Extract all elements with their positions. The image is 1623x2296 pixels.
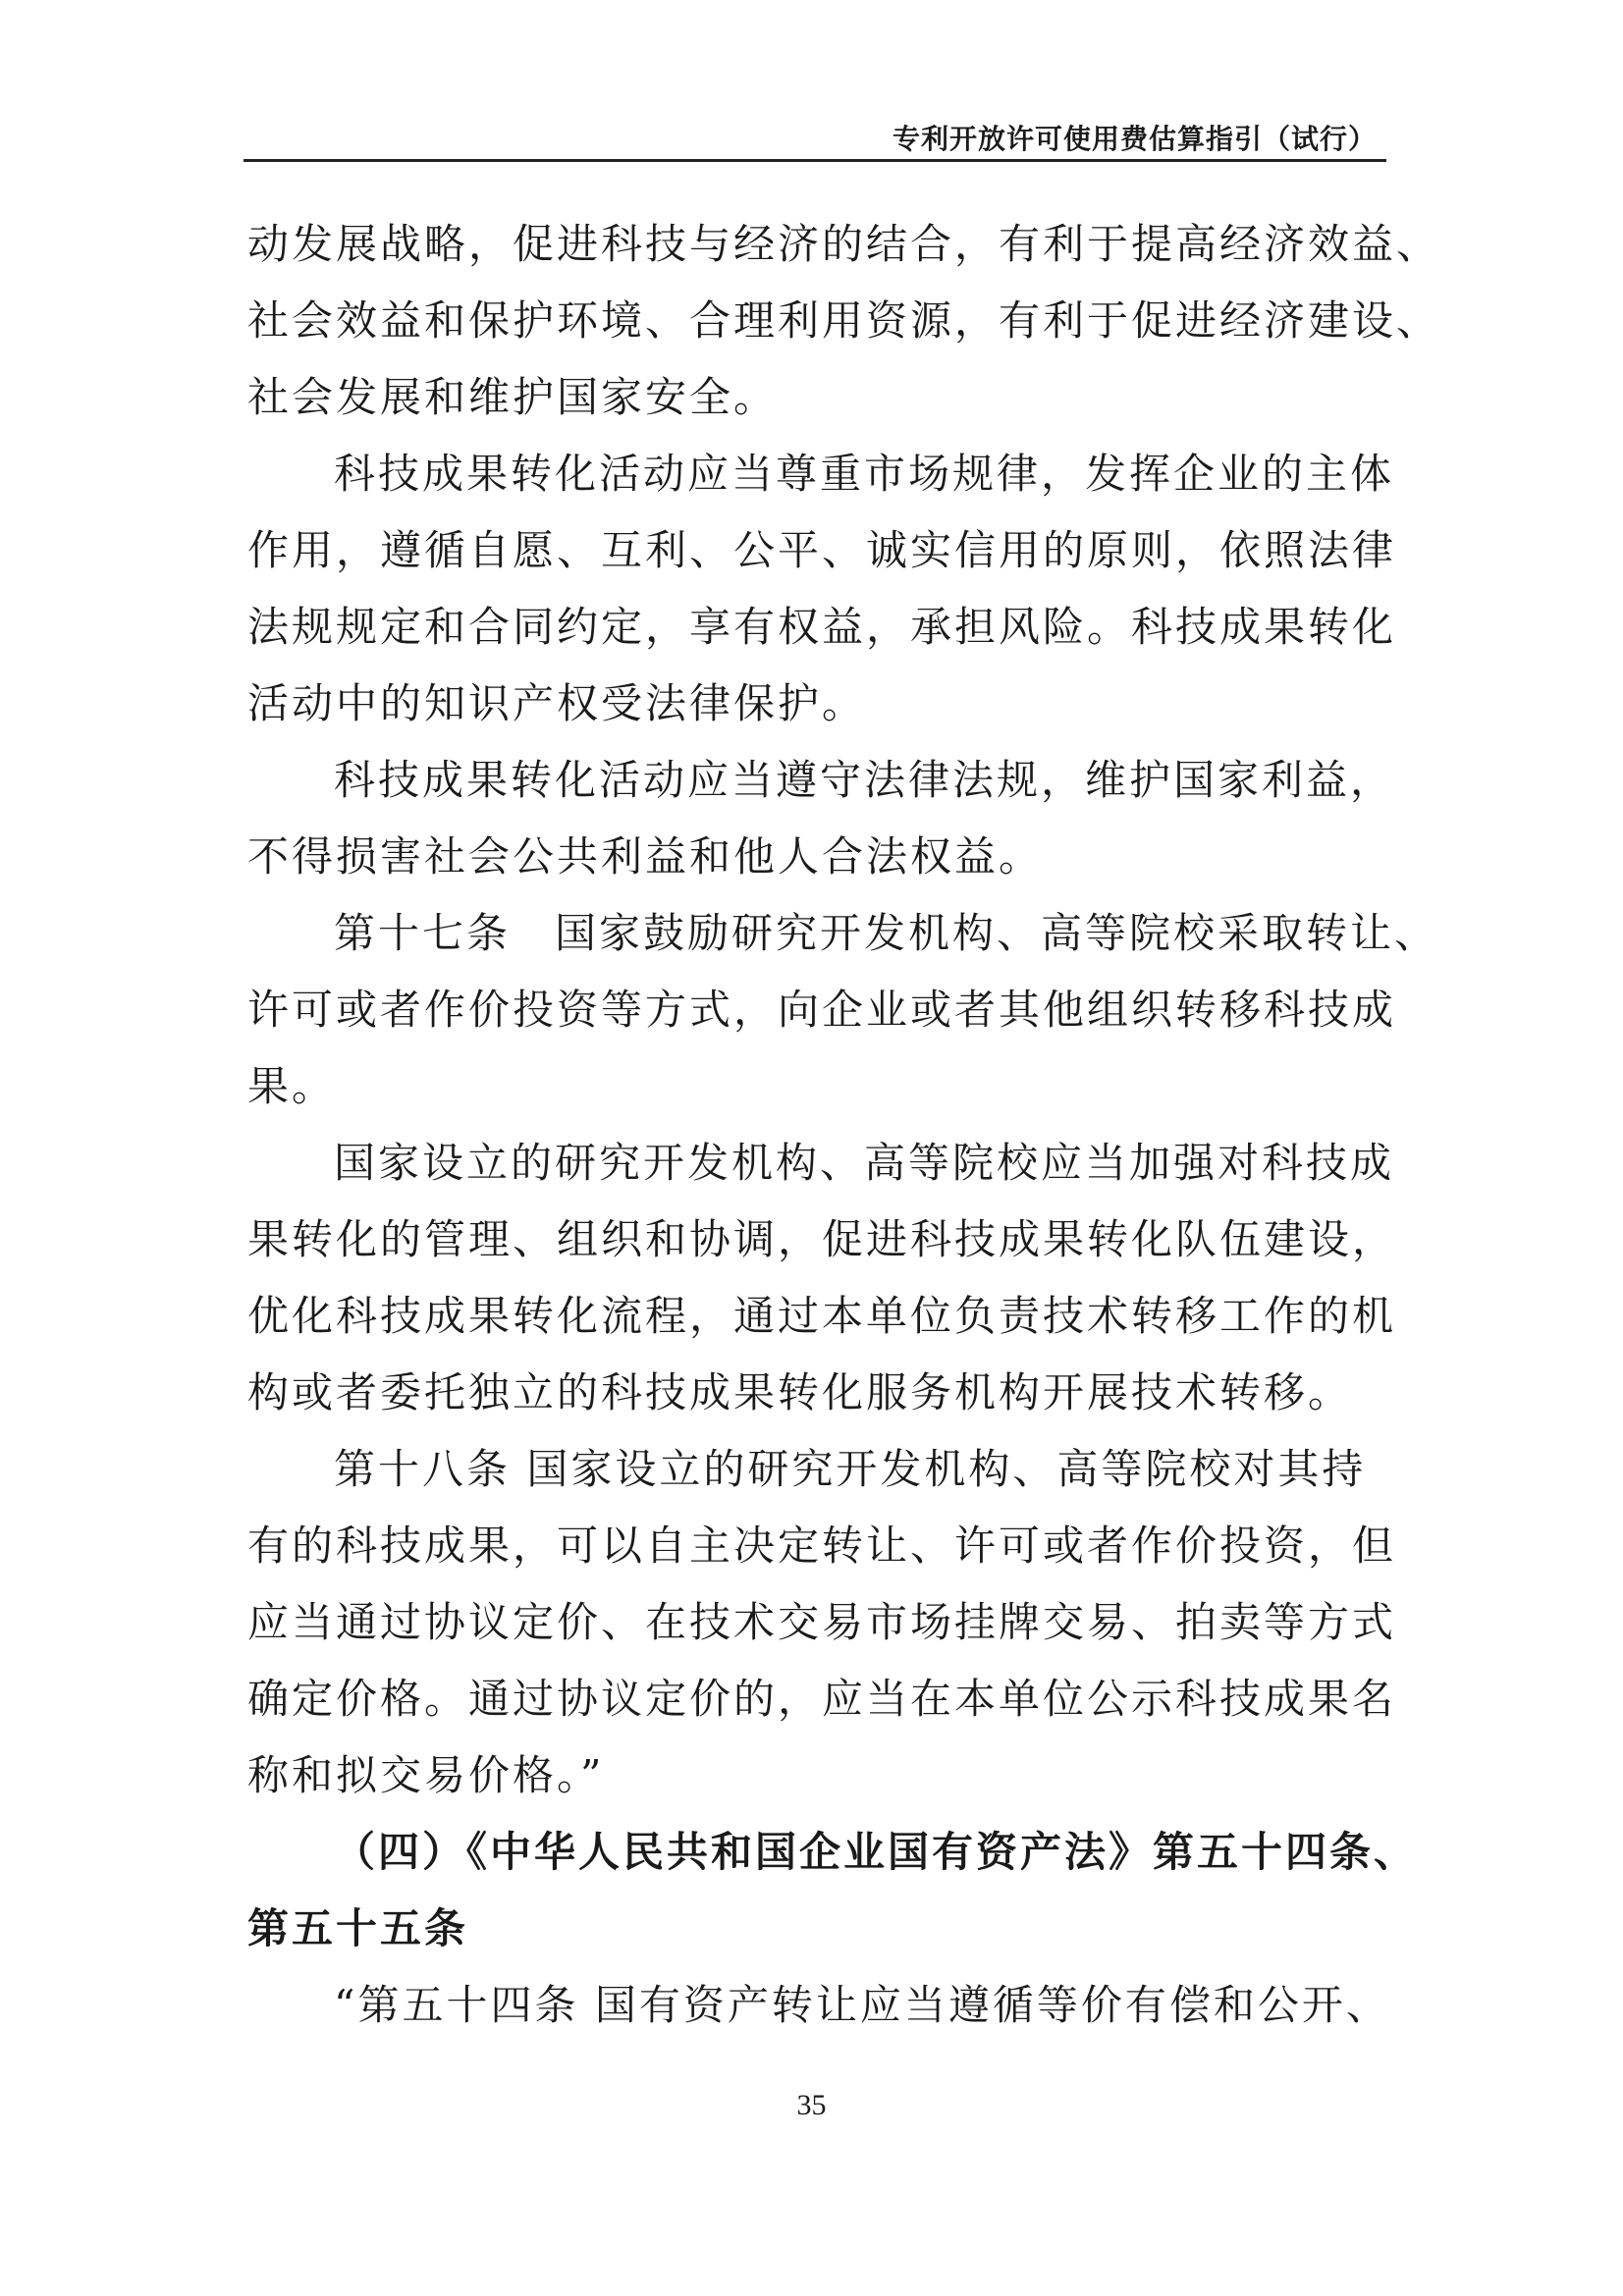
text-line: 确定价格。通过协议定价的，应当在本单位公示科技成果名 <box>247 1675 1397 1723</box>
text-line: 果。 <box>247 1062 337 1110</box>
paragraph-start-line: 科技成果转化活动应当尊重市场规律，发挥企业的主体 <box>334 450 1395 498</box>
text-line: 许可或者作价投资等方式，向企业或者其他组织转移科技成 <box>247 986 1397 1034</box>
text-line: 动发展战略，促进科技与经济的结合，有利于提高经济效益、 <box>247 220 1441 268</box>
section-heading: （四）《中华人民共和国企业国有资产法》第五十四条、 <box>334 1828 1419 1876</box>
page-number: 35 <box>796 2089 827 2121</box>
text-line: 社会效益和保护环境、合理利用资源，有利于促进经济建设、 <box>247 296 1441 345</box>
paragraph-start-line: 国家设立的研究开发机构、高等院校应当加强对科技成 <box>334 1139 1395 1187</box>
page-header <box>243 110 1386 162</box>
text-line: 不得损害社会公共利益和他人合法权益。 <box>247 832 1044 881</box>
text-line: 应当通过协议定价、在技术交易市场挂牌交易、拍卖等方式 <box>247 1598 1397 1646</box>
paragraph-start-line: 科技成果转化活动应当遵守法律法规，维护国家利益， <box>334 756 1395 804</box>
quote-start-line: “第五十四条 国有资产转让应当遵循等价有偿和公开、 <box>334 1981 1390 2029</box>
text-line: 果转化的管理、组织和协调，促进科技成果转化队伍建设， <box>247 1215 1397 1263</box>
text-line: 有的科技成果，可以自主决定转让、许可或者作价投资，但 <box>247 1522 1397 1570</box>
header-title: 专利开放许可使用费估算指引（试行） <box>892 123 1377 155</box>
text-line: 活动中的知识产权受法律保护。 <box>247 679 867 727</box>
text-line: 构或者委托独立的科技成果转化服务机构开展技术转移。 <box>247 1368 1353 1416</box>
text-line: 社会发展和维护国家安全。 <box>247 373 779 421</box>
text-line: 作用，遵循自愿、互利、公平、诚实信用的原则，依照法律 <box>247 526 1397 574</box>
text-line: 法规规定和合同约定，享有权益，承担风险。科技成果转化 <box>247 603 1397 651</box>
text-line: 称和拟交易价格。” <box>247 1751 605 1799</box>
article-17-line: 第十七条 国家鼓励研究开发机构、高等院校采取转让、 <box>334 909 1439 957</box>
text-line: 优化科技成果转化流程，通过本单位负责技术转移工作的机 <box>247 1292 1397 1340</box>
section-heading-continued: 第五十五条 <box>247 1904 469 1952</box>
document-body <box>247 206 1441 2044</box>
article-18-line: 第十八条 国家设立的研究开发机构、高等院校对其持 <box>334 1445 1367 1493</box>
